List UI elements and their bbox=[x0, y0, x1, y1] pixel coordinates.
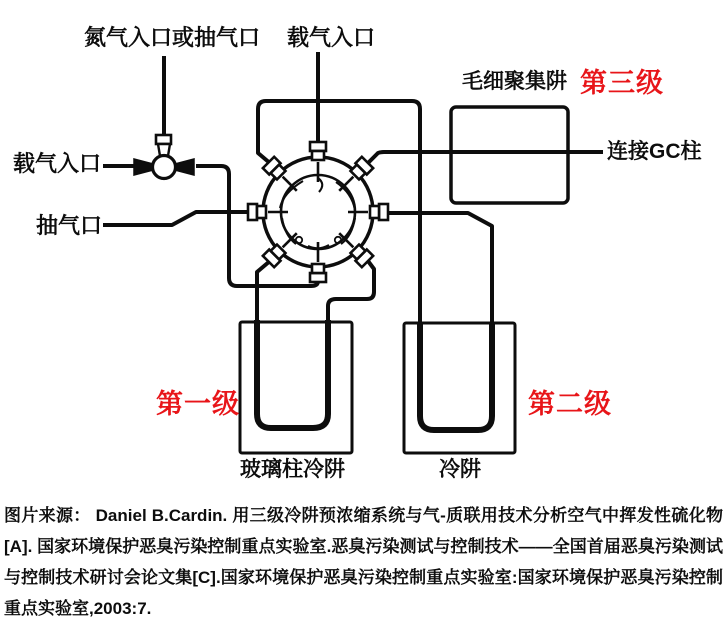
label-cold-trap: 冷阱 bbox=[439, 458, 481, 481]
label-capillary-trap: 毛细聚集阱 bbox=[462, 70, 567, 93]
label-pump-out-port: 抽气口 bbox=[36, 213, 103, 238]
label-carrier-inlet-left: 载气入口 bbox=[13, 151, 102, 176]
trap1-right-line bbox=[328, 261, 374, 324]
label-carrier-inlet-top: 载气入口 bbox=[287, 25, 376, 50]
label-stage-two: 第二级 bbox=[528, 389, 612, 419]
trap1-left-line bbox=[257, 261, 270, 324]
image-source-caption: 图片来源： Daniel B.Cardin. 用三级冷阱预浓缩系统与气-质联用技术分析空气中挥发性硫化物[A]. 国家环境保护恶臭污染控制重点实验室.恶臭污染测试与控制技术——全国首届恶臭污染测试与控制技术研讨会论文集[C].国家环境保护恶臭污染控制重点实验室:国家环境保护恶臭污染控制重点实验室,2003:7. bbox=[4, 506, 723, 618]
label-connect-gc: 连接GC柱 bbox=[607, 140, 702, 163]
three-way-valve bbox=[134, 135, 194, 179]
label-stage-three: 第三级 bbox=[580, 68, 664, 98]
trap1-u-tube bbox=[257, 320, 328, 428]
label-nitrogen-inlet: 氮气入口或抽气口 bbox=[84, 25, 261, 50]
capillary-trap-box bbox=[451, 107, 568, 203]
label-glass-column-cold-trap: 玻璃柱冷阱 bbox=[240, 458, 345, 481]
label-stage-one: 第一级 bbox=[156, 389, 240, 419]
valve-port-fittings bbox=[248, 142, 388, 282]
trap2-u-tube bbox=[420, 322, 492, 430]
